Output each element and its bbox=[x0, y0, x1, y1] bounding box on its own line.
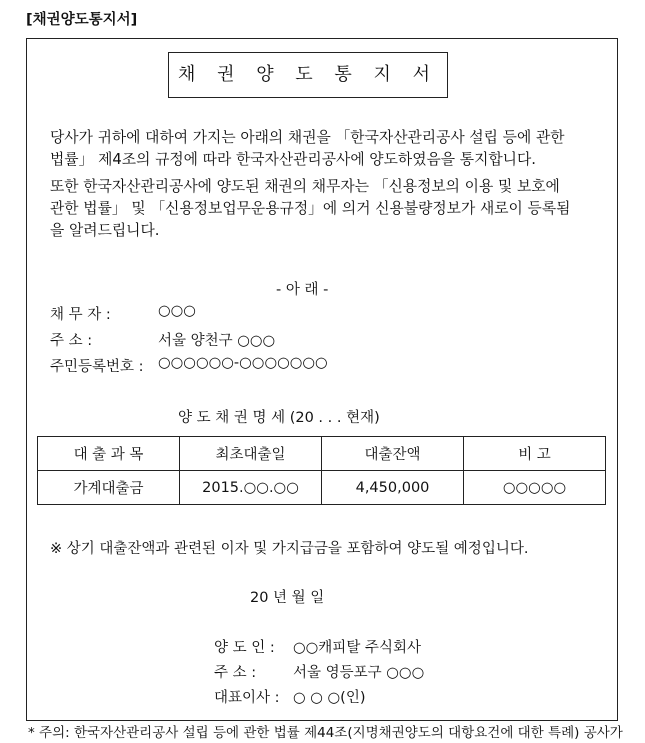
document-title: 채 권 양 도 통 지 서 bbox=[168, 52, 448, 98]
table-row bbox=[38, 471, 606, 505]
transferor-address-value: 서울 영등포구 ○○○ bbox=[293, 665, 425, 681]
representative-value: ○ ○ ○(인) bbox=[293, 690, 366, 706]
table-cell: 2015.○○.○○ bbox=[180, 471, 322, 505]
debtor-id-value: ○○○○○○-○○○○○○○ bbox=[158, 355, 328, 371]
footer-note: * 주의: 한국자산관리공사 설립 등에 관한 법률 제44조(지명채권양도의 대항요건에 대한 특례) 공사가 bbox=[28, 725, 623, 741]
debtor-id-label: 주민등록번호 : bbox=[50, 359, 144, 375]
header-cell: 대 출 과 목 bbox=[38, 437, 180, 471]
paragraph-line: 법률」 제4조의 규정에 따라 한국자산관리공사에 양도하였음을 통지합니다. bbox=[50, 151, 536, 168]
paragraph-line: 또한 한국자산관리공사에 양도된 채권의 채무자는 「신용정보의 이용 및 보호에 bbox=[50, 178, 560, 195]
date-line: 20 년 월 일 bbox=[250, 590, 325, 606]
notice-paragraph bbox=[50, 176, 600, 242]
document-label: [채권양도통지서] bbox=[26, 12, 138, 28]
table-cell: 가계대출금 bbox=[38, 471, 180, 505]
transfer-detail-table bbox=[37, 436, 606, 505]
representative-label: 대표이사 : bbox=[214, 690, 280, 706]
notice-text: ※ 상기 대출잔액과 관련된 이자 및 가지급금을 포함하여 양도될 예정입니다. bbox=[50, 541, 529, 557]
table-header-row bbox=[38, 437, 606, 471]
paragraph-line: 관한 법률」 및 「신용정보업무운용규정」에 의거 신용불량정보가 새로이 등록됨 bbox=[50, 200, 571, 217]
header-cell: 비 고 bbox=[464, 437, 606, 471]
table-caption: 양 도 채 권 명 세 (20 . . . 현재) bbox=[178, 410, 380, 426]
header-cell: 최초대출일 bbox=[180, 437, 322, 471]
debtor-name-label: 채 무 자 : bbox=[50, 307, 111, 323]
paragraph-line: 당사가 귀하에 대하여 가지는 아래의 채권을 「한국자산관리공사 설립 등에 관한 bbox=[50, 129, 565, 146]
below-heading: - 아 래 - bbox=[276, 282, 329, 298]
transferor-name-label: 양 도 인 : bbox=[214, 640, 275, 656]
table-cell: ○○○○○ bbox=[464, 471, 606, 505]
transferor-address-label: 주 소 : bbox=[214, 665, 257, 681]
debtor-address-value: 서울 양천구 ○○○ bbox=[158, 333, 276, 349]
transferor-name-value: ○○캐피탈 주식회사 bbox=[293, 640, 421, 656]
intro-paragraph bbox=[50, 127, 600, 171]
debtor-name-value: ○○○ bbox=[158, 303, 196, 319]
table-cell: 4,450,000 bbox=[322, 471, 464, 505]
header-cell: 대출잔액 bbox=[322, 437, 464, 471]
paragraph-line: 을 알려드립니다. bbox=[50, 222, 160, 239]
debtor-address-label: 주 소 : bbox=[50, 333, 93, 349]
